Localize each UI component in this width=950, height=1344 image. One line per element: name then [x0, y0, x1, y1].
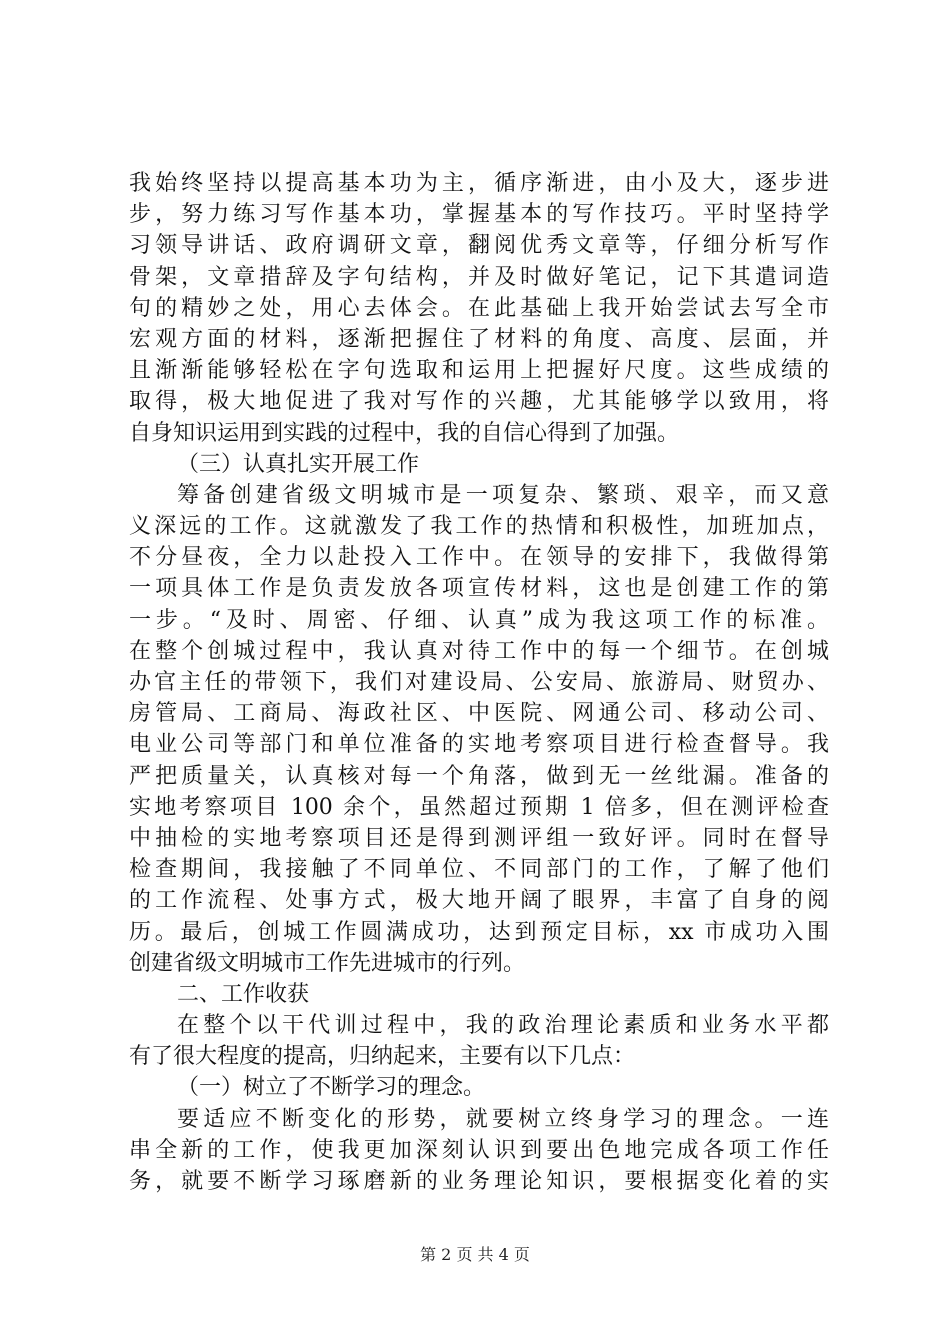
page-footer: [0, 1245, 950, 1265]
text-line: 一步。“及时、周密、仔细、认真”成为我这项工作的标准。: [129, 607, 829, 633]
text-line: 办官主任的带领下，我们对建设局、公安局、旅游局、财贸办、: [129, 670, 829, 695]
text-line: 在整个创城过程中，我认真对待工作中的每一个细节。在创城: [129, 638, 829, 664]
text-line: 宏观方面的材料，逐渐把握住了材料的角度、高度、层面，并: [129, 326, 829, 352]
text-line: 务，就要不断学习琢磨新的业务理论知识，要根据变化着的实: [129, 1169, 829, 1194]
text-line: 创建省级文明城市工作先进城市的行列。: [129, 950, 526, 976]
text-line: 取得，极大地促进了我对写作的兴趣，尤其能够学以致用，将: [129, 389, 829, 415]
document-body: [129, 168, 829, 1197]
text-line: 我始终坚持以提高基本功为主，循序渐进，由小及大，逐步进: [129, 171, 829, 196]
text-line: 历。最后，创城工作圆满成功，达到预定目标，xx 市成功入围: [129, 919, 829, 945]
text-line: 实地考察项目 100 余个，虽然超过预期 1 倍多，但在测评检查: [129, 794, 829, 820]
section-heading: （三）认真扎实开展工作: [177, 451, 420, 477]
text-line: 检查期间，我接触了不同单位、不同部门的工作，了解了他们: [129, 857, 829, 883]
text-line: 筹备创建省级文明城市是一项复杂、繁琐、艰辛，而又意: [177, 482, 829, 508]
section-heading: （一）树立了不断学习的理念。: [177, 1075, 486, 1101]
text-line: 房管局、工商局、海政社区、中医院、网通公司、移动公司、: [129, 701, 829, 727]
text-line: 骨架，文章措辞及字句结构，并及时做好笔记，记下其遣词造: [129, 264, 829, 290]
text-line: 义深远的工作。这就激发了我工作的热情和积极性，加班加点，: [129, 514, 829, 540]
section-heading: 二、工作收获: [177, 981, 310, 1007]
text-line: 步，努力练习写作基本功，掌握基本的写作技巧。平时坚持学: [129, 202, 829, 228]
text-line: 串全新的工作，使我更加深刻认识到要出色地完成各项工作任: [129, 1137, 829, 1163]
text-line: 严把质量关，认真核对每一个角落，做到无一丝纰漏。准备的: [129, 763, 829, 789]
page-number: 第 2 页 共 4 页: [420, 1245, 530, 1264]
text-line: 一项具体工作是负责发放各项宣传材料，这也是创建工作的第: [129, 576, 829, 602]
text-line: 句的精妙之处，用心去体会。在此基础上我开始尝试去写全市: [129, 295, 829, 321]
text-line: 在整个以干代训过程中，我的政治理论素质和业务水平都: [177, 1013, 829, 1039]
text-line: 的工作流程、处事方式，极大地开阔了眼界，丰富了自身的阅: [129, 888, 829, 914]
text-line: 电业公司等部门和单位准备的实地考察项目进行检查督导。我: [129, 732, 829, 758]
text-line: 且渐渐能够轻松在字句选取和运用上把握好尺度。这些成绩的: [129, 358, 829, 384]
text-line: 中抽检的实地考察项目还是得到测评组一致好评。同时在督导: [129, 825, 829, 851]
text-line: 习领导讲话、政府调研文章，翻阅优秀文章等，仔细分析写作: [129, 233, 829, 259]
text-line: 有了很大程度的提高，归纳起来，主要有以下几点：: [129, 1044, 636, 1070]
text-line: 自身知识运用到实践的过程中，我的自信心得到了加强。: [129, 420, 680, 446]
text-line: 要适应不断变化的形势，就要树立终身学习的理念。一连: [177, 1106, 829, 1132]
text-line: 不分昼夜，全力以赴投入工作中。在领导的安排下，我做得第: [129, 545, 829, 571]
